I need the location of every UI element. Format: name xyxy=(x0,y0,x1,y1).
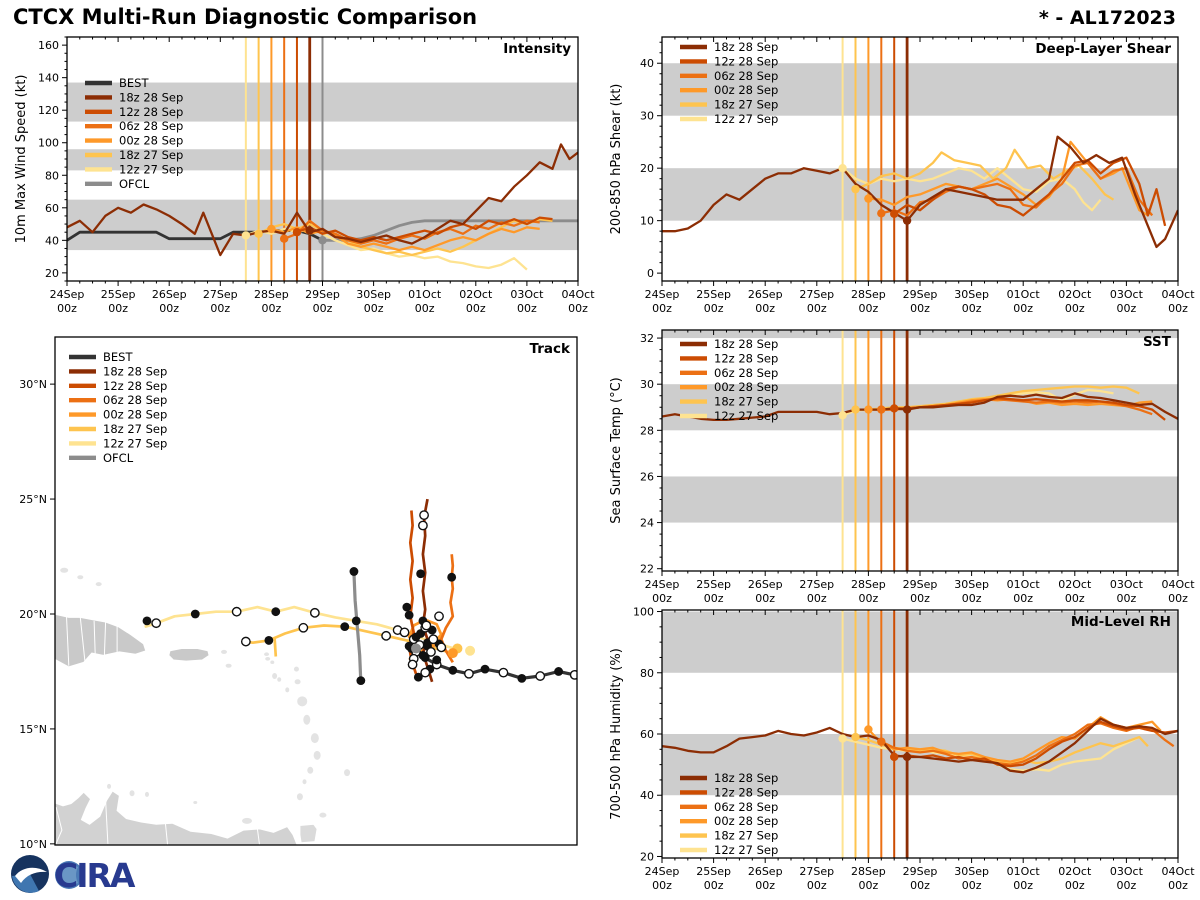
legend-label-y12: 12z 27 Sep xyxy=(119,162,184,177)
legend-label-r12: 12z 28 Sep xyxy=(103,378,168,393)
svg-text:00z: 00z xyxy=(961,302,982,315)
track-marker-open xyxy=(152,619,160,627)
track-marker-open xyxy=(311,609,319,617)
track-marker-filled xyxy=(517,674,526,683)
legend-label-r18: 18z 28 Sep xyxy=(119,90,184,105)
svg-text:25Sep: 25Sep xyxy=(696,578,731,591)
svg-text:26Sep: 26Sep xyxy=(151,288,187,301)
svg-text:29Sep: 29Sep xyxy=(902,288,938,301)
init-dot-r00 xyxy=(864,194,872,202)
legend-label-r00: 00z 28 Sep xyxy=(714,83,779,98)
legend-label-ofcl: OFCL xyxy=(119,176,150,191)
init-dot-r06 xyxy=(280,235,288,243)
island xyxy=(277,677,281,682)
track-chart xyxy=(0,330,600,870)
svg-text:01Oct: 01Oct xyxy=(1006,865,1040,878)
svg-text:03Oct: 03Oct xyxy=(510,288,544,301)
track-marker-open xyxy=(429,635,437,643)
svg-text:00z: 00z xyxy=(858,302,879,315)
island xyxy=(107,784,111,789)
svg-text:00z: 00z xyxy=(465,302,486,315)
island xyxy=(344,769,350,776)
track-marker-filled xyxy=(191,610,200,619)
island xyxy=(303,715,310,725)
svg-text:28Sep: 28Sep xyxy=(254,288,289,301)
init-dot-y18 xyxy=(851,185,859,193)
track-marker-open xyxy=(400,628,408,636)
legend-label-y12: 12z 27 Sep xyxy=(714,409,779,423)
legend-label-r00: 00z 28 Sep xyxy=(119,133,184,148)
svg-text:02Oct: 02Oct xyxy=(1058,865,1092,878)
track-marker-open xyxy=(465,670,473,678)
island xyxy=(311,733,319,743)
band xyxy=(662,476,1178,522)
init-dot-r12 xyxy=(890,210,898,218)
svg-text:00z: 00z xyxy=(108,302,128,315)
svg-text:80: 80 xyxy=(640,666,654,680)
svg-text:30Sep: 30Sep xyxy=(954,288,989,301)
legend-label-y18: 18z 27 Sep xyxy=(714,394,779,409)
track-marker-filled xyxy=(405,611,414,620)
svg-text:CIRA: CIRA xyxy=(54,856,134,895)
legend-label-y12: 12z 27 Sep xyxy=(714,112,779,126)
rh-title: Mid-Level RH xyxy=(1070,614,1171,630)
landmass xyxy=(169,649,209,662)
legend-label-y18: 18z 27 Sep xyxy=(119,148,184,162)
track-marker-filled xyxy=(448,666,457,675)
main-title: CTCX Multi-Run Diagnostic Comparison xyxy=(13,5,478,29)
svg-text:30: 30 xyxy=(640,378,654,392)
svg-text:22: 22 xyxy=(640,562,654,576)
svg-text:00z: 00z xyxy=(1064,879,1085,892)
init-dot-r12 xyxy=(890,404,898,412)
init-dot-r18 xyxy=(903,405,911,413)
island xyxy=(60,568,68,573)
intensity-panel xyxy=(0,0,600,334)
svg-text:27Sep: 27Sep xyxy=(202,288,238,301)
svg-text:0: 0 xyxy=(647,267,654,281)
svg-text:00z: 00z xyxy=(261,302,282,315)
svg-text:26: 26 xyxy=(640,470,654,484)
legend-label-r06: 06z 28 Sep xyxy=(714,68,779,83)
svg-text:28Sep: 28Sep xyxy=(851,578,886,591)
svg-text:02Oct: 02Oct xyxy=(459,288,493,301)
island xyxy=(319,813,326,818)
track-marker-open xyxy=(408,660,416,668)
track-marker-open xyxy=(437,643,445,651)
svg-text:26Sep: 26Sep xyxy=(747,578,783,591)
init-dot-r12 xyxy=(890,753,898,761)
svg-text:00z: 00z xyxy=(1064,592,1085,603)
legend-label-r06: 06z 28 Sep xyxy=(714,799,779,814)
legend-label-y12: 12z 27 Sep xyxy=(714,843,779,857)
svg-text:24Sep: 24Sep xyxy=(644,865,680,878)
island xyxy=(193,801,197,804)
svg-text:00z: 00z xyxy=(1168,879,1188,892)
intensity-chart xyxy=(0,0,600,330)
svg-text:00z: 00z xyxy=(1064,302,1085,315)
landmass xyxy=(300,824,317,842)
svg-text:00z: 00z xyxy=(1013,879,1034,892)
intensity-ylabel: 10m Max Wind Speed (kt) xyxy=(14,74,29,244)
legend-label-best: BEST xyxy=(103,350,133,364)
legend-label-r18: 18z 28 Sep xyxy=(714,771,779,785)
svg-text:25Sep: 25Sep xyxy=(696,288,731,301)
init-dot-r00 xyxy=(267,225,275,233)
svg-text:00z: 00z xyxy=(1013,302,1034,315)
island xyxy=(307,767,313,774)
svg-text:60: 60 xyxy=(45,201,59,215)
svg-text:80: 80 xyxy=(45,169,59,183)
svg-text:25Sep: 25Sep xyxy=(100,288,136,301)
init-dot-y12 xyxy=(838,164,846,172)
svg-text:02Oct: 02Oct xyxy=(1058,578,1092,591)
svg-text:24Sep: 24Sep xyxy=(644,578,680,591)
intensity-title: Intensity xyxy=(503,41,571,57)
svg-text:00z: 00z xyxy=(910,302,930,315)
shear-title: Deep-Layer Shear xyxy=(1035,41,1171,57)
svg-text:00z: 00z xyxy=(1168,302,1188,315)
init-dot-r00 xyxy=(864,725,872,733)
track-marker-filled xyxy=(350,567,359,576)
svg-text:30Sep: 30Sep xyxy=(356,288,391,301)
init-dot-ofcl xyxy=(318,236,326,244)
island xyxy=(242,818,252,824)
island xyxy=(130,790,135,796)
svg-text:29Sep: 29Sep xyxy=(902,865,938,878)
svg-text:00z: 00z xyxy=(568,302,588,315)
sst-chart xyxy=(600,323,1200,603)
svg-text:04Oct: 04Oct xyxy=(1161,865,1195,878)
svg-text:140: 140 xyxy=(38,71,59,85)
island xyxy=(226,664,232,668)
svg-text:20: 20 xyxy=(45,266,59,280)
svg-text:00z: 00z xyxy=(806,592,827,603)
track-ofcl xyxy=(354,572,361,682)
svg-text:28Sep: 28Sep xyxy=(851,865,886,878)
track-marker-open xyxy=(427,648,435,656)
svg-text:26Sep: 26Sep xyxy=(747,865,783,878)
shear-ylabel: 200-850 hPa Shear (kt) xyxy=(609,83,624,235)
svg-text:26Sep: 26Sep xyxy=(747,288,783,301)
svg-text:04Oct: 04Oct xyxy=(561,288,595,301)
init-dot-r06 xyxy=(877,405,885,413)
track-marker-filled xyxy=(264,636,273,645)
svg-text:00z: 00z xyxy=(652,302,672,315)
svg-text:00z: 00z xyxy=(755,592,776,603)
svg-text:25Sep: 25Sep xyxy=(696,865,731,878)
svg-text:01Oct: 01Oct xyxy=(1006,288,1040,301)
track-y18 xyxy=(275,638,276,656)
sst-ylabel: Sea Surface Temp (°C) xyxy=(609,377,624,524)
svg-text:00z: 00z xyxy=(961,592,982,603)
track-marker-open xyxy=(232,607,240,615)
island xyxy=(221,650,227,654)
svg-text:160: 160 xyxy=(38,39,59,53)
init-dot-y12 xyxy=(838,411,846,419)
legend-label-best: BEST xyxy=(119,76,149,90)
logo-bar xyxy=(8,850,178,900)
island xyxy=(272,673,277,679)
svg-text:24Sep: 24Sep xyxy=(49,288,85,301)
legend-label-r18: 18z 28 Sep xyxy=(714,40,779,54)
track-marker-filled xyxy=(432,656,441,665)
init-dot-r06 xyxy=(877,737,885,745)
init-dot-r12 xyxy=(293,228,301,236)
logos-svg xyxy=(8,850,178,898)
track-marker-open xyxy=(419,521,427,529)
svg-text:27Sep: 27Sep xyxy=(799,288,835,301)
init-dot-r18 xyxy=(306,226,314,234)
track-marker-open xyxy=(536,672,544,680)
svg-text:24: 24 xyxy=(640,516,654,530)
init-dot-r18 xyxy=(903,753,911,761)
svg-text:00z: 00z xyxy=(703,879,724,892)
shear-chart xyxy=(600,0,1200,323)
track-marker-filled xyxy=(416,569,425,578)
svg-text:40: 40 xyxy=(640,789,654,803)
legend-label-r18: 18z 28 Sep xyxy=(714,337,779,351)
island xyxy=(270,660,274,664)
svg-text:00z: 00z xyxy=(1116,592,1137,603)
track-marker-filled xyxy=(419,651,428,660)
init-dot-r00 xyxy=(864,405,872,413)
track-init-dot-r00 xyxy=(448,648,458,658)
cira-logo xyxy=(54,856,136,895)
island xyxy=(303,779,307,784)
svg-text:00z: 00z xyxy=(1116,302,1137,315)
track-panel xyxy=(0,330,600,874)
svg-text:20: 20 xyxy=(640,850,654,864)
track-marker-filled xyxy=(352,616,361,625)
track-marker-open xyxy=(499,668,507,676)
track-legend xyxy=(69,350,167,465)
legend-label-r12: 12z 28 Sep xyxy=(119,104,184,119)
track-marker-open xyxy=(435,612,443,620)
svg-text:00z: 00z xyxy=(755,879,776,892)
track-marker-filled xyxy=(271,607,280,616)
island xyxy=(297,793,303,800)
svg-text:00z: 00z xyxy=(517,302,537,315)
legend-label-r12: 12z 28 Sep xyxy=(714,351,779,366)
svg-text:30Sep: 30Sep xyxy=(954,865,989,878)
island xyxy=(297,696,307,706)
legend-label-r06: 06z 28 Sep xyxy=(714,365,779,380)
svg-text:32: 32 xyxy=(640,332,654,346)
legend-label-y18: 18z 27 Sep xyxy=(103,422,168,436)
svg-text:04Oct: 04Oct xyxy=(1161,578,1195,591)
sst-panel xyxy=(600,323,1200,607)
svg-text:01Oct: 01Oct xyxy=(408,288,442,301)
rh-panel xyxy=(600,603,1200,900)
track-marker-filled xyxy=(143,616,152,625)
svg-text:03Oct: 03Oct xyxy=(1109,578,1143,591)
legend-label-r00: 00z 28 Sep xyxy=(103,407,168,422)
svg-text:00z: 00z xyxy=(910,879,930,892)
rh-ylabel: 700-500 hPa Humidity (%) xyxy=(609,648,624,820)
init-dot-y12 xyxy=(242,231,250,239)
svg-text:00z: 00z xyxy=(210,302,231,315)
svg-text:00z: 00z xyxy=(910,592,930,603)
svg-text:00z: 00z xyxy=(703,592,724,603)
init-dot-y12 xyxy=(838,734,846,742)
init-dot-r06 xyxy=(877,209,885,217)
noaa-logo xyxy=(11,855,49,893)
island xyxy=(96,582,102,586)
legend-label-y18: 18z 27 Sep xyxy=(714,828,779,843)
svg-text:00z: 00z xyxy=(652,879,672,892)
svg-text:00z: 00z xyxy=(57,302,77,315)
storm-id: * - AL172023 xyxy=(1038,7,1176,29)
svg-text:00z: 00z xyxy=(1168,592,1188,603)
island xyxy=(285,687,289,692)
track-init-dot-ofcl xyxy=(411,643,421,653)
track-marker-open xyxy=(242,637,250,645)
svg-text:29Sep: 29Sep xyxy=(902,578,938,591)
legend-label-r12: 12z 28 Sep xyxy=(714,785,779,800)
svg-text:40: 40 xyxy=(45,234,59,248)
svg-text:40: 40 xyxy=(640,57,654,71)
legend-label-r00: 00z 28 Sep xyxy=(714,380,779,395)
svg-text:04Oct: 04Oct xyxy=(1161,288,1195,301)
track-marker-open xyxy=(422,621,430,629)
track-marker-filled xyxy=(447,573,456,582)
init-dot-y18 xyxy=(851,733,859,741)
svg-text:30: 30 xyxy=(640,109,654,123)
svg-text:100: 100 xyxy=(38,136,59,150)
svg-text:30Sep: 30Sep xyxy=(954,578,989,591)
svg-text:10: 10 xyxy=(640,214,654,228)
legend-label-r18: 18z 28 Sep xyxy=(103,364,168,379)
svg-text:00z: 00z xyxy=(755,302,776,315)
svg-text:28: 28 xyxy=(640,424,654,438)
svg-text:00z: 00z xyxy=(1116,879,1137,892)
svg-text:01Oct: 01Oct xyxy=(1006,578,1040,591)
island xyxy=(295,679,301,684)
svg-text:00z: 00z xyxy=(806,879,827,892)
island xyxy=(145,792,149,797)
track-marker-filled xyxy=(402,603,411,612)
track-marker-filled xyxy=(356,676,365,685)
init-dot-r18 xyxy=(903,216,911,224)
svg-text:00z: 00z xyxy=(806,302,827,315)
svg-text:24Sep: 24Sep xyxy=(644,288,680,301)
island xyxy=(314,751,321,760)
svg-text:28Sep: 28Sep xyxy=(851,288,886,301)
svg-text:00z: 00z xyxy=(414,302,435,315)
svg-text:10°N: 10°N xyxy=(19,837,47,851)
track-marker-filled xyxy=(481,665,490,674)
legend-label-ofcl: OFCL xyxy=(103,450,134,465)
rh-chart xyxy=(600,603,1200,900)
map-layer xyxy=(54,499,579,870)
track-marker-open xyxy=(299,624,307,632)
svg-text:00z: 00z xyxy=(961,879,982,892)
track-title: Track xyxy=(529,341,570,357)
legend-label-y18: 18z 27 Sep xyxy=(714,97,779,112)
svg-text:27Sep: 27Sep xyxy=(799,865,835,878)
island xyxy=(294,667,299,672)
legend-label-r06: 06z 28 Sep xyxy=(119,119,184,134)
svg-text:30°N: 30°N xyxy=(19,378,47,392)
svg-text:00z: 00z xyxy=(703,302,724,315)
init-dot-y18 xyxy=(851,405,859,413)
svg-text:29Sep: 29Sep xyxy=(305,288,340,301)
legend-label-r12: 12z 28 Sep xyxy=(714,54,779,69)
svg-text:00z: 00z xyxy=(858,879,879,892)
svg-text:03Oct: 03Oct xyxy=(1109,288,1143,301)
svg-text:03Oct: 03Oct xyxy=(1109,865,1143,878)
svg-text:00z: 00z xyxy=(312,302,333,315)
svg-text:60: 60 xyxy=(640,728,654,741)
legend-label-y12: 12z 27 Sep xyxy=(103,436,168,451)
track-marker-open xyxy=(382,632,390,640)
svg-text:00z: 00z xyxy=(159,302,180,315)
island xyxy=(77,575,83,579)
svg-text:27Sep: 27Sep xyxy=(799,578,835,591)
legend-label-r06: 06z 28 Sep xyxy=(103,393,168,408)
svg-text:00z: 00z xyxy=(363,302,384,315)
svg-text:02Oct: 02Oct xyxy=(1058,288,1092,301)
svg-text:120: 120 xyxy=(38,104,59,118)
track-marker-filled xyxy=(554,667,563,676)
track-init-dot-y12 xyxy=(465,646,475,656)
init-dot-y18 xyxy=(254,230,262,238)
svg-text:15°N: 15°N xyxy=(19,722,47,736)
legend-label-r00: 00z 28 Sep xyxy=(714,814,779,829)
track-axes xyxy=(19,378,55,851)
track-marker-open xyxy=(421,668,429,676)
sst-title: SST xyxy=(1142,334,1171,350)
svg-text:100: 100 xyxy=(633,605,654,619)
track-marker-filled xyxy=(412,633,421,642)
shear-panel xyxy=(600,0,1200,327)
svg-text:20°N: 20°N xyxy=(19,607,47,621)
track-marker-open xyxy=(420,511,428,519)
svg-text:00z: 00z xyxy=(858,592,879,603)
track-marker-filled xyxy=(340,622,349,631)
svg-text:00z: 00z xyxy=(1013,592,1034,603)
island xyxy=(264,652,269,656)
island xyxy=(265,657,270,661)
svg-text:20: 20 xyxy=(640,162,654,176)
svg-text:00z: 00z xyxy=(652,592,672,603)
svg-text:25°N: 25°N xyxy=(19,493,47,507)
